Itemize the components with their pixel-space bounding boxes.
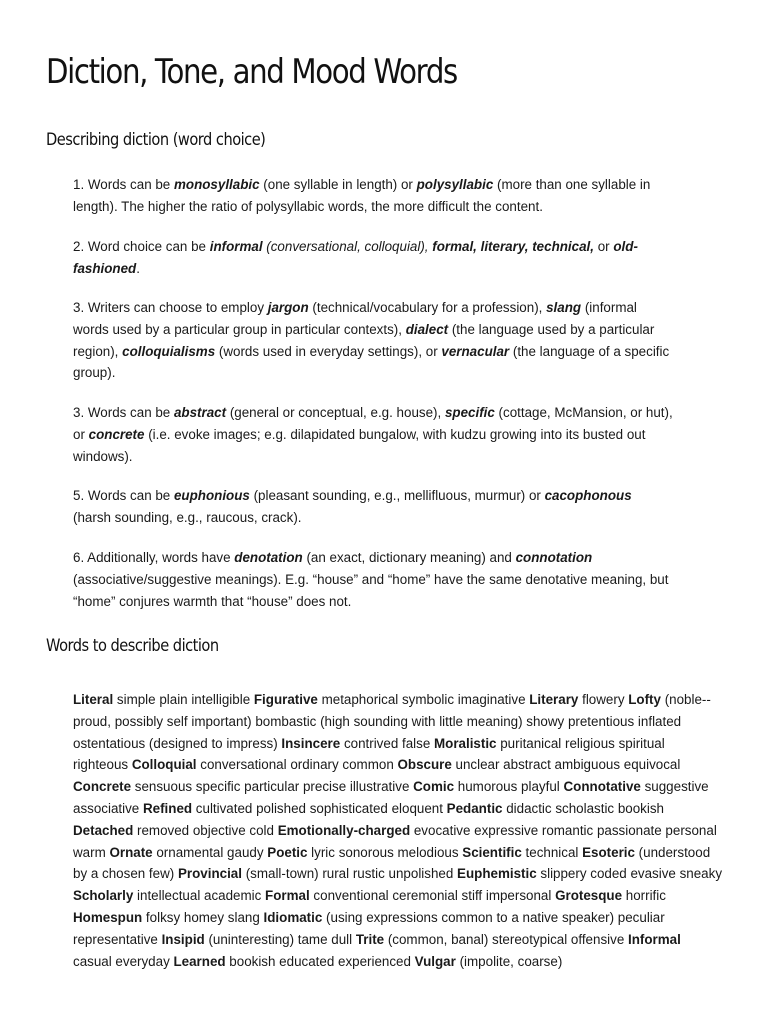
term: Trite [355, 931, 385, 947]
text-run: (informal words used by a particular group in particular contexts), [73, 300, 637, 337]
text-run: (understood by a chosen few) [73, 844, 711, 882]
text-run: sensuous specific particular precise illustrative [131, 779, 414, 795]
text-run: (uninteresting) tame dull [204, 931, 356, 947]
text-run: folksy homey slang [142, 909, 264, 925]
text-run: conventional ceremonial stiff impersonal [309, 888, 556, 904]
text-run: flowery [578, 692, 629, 707]
section-heading-words-to-describe-diction: Words to describe diction [46, 636, 219, 656]
text-run: evocative expressive romantic passionate personal warm [73, 822, 717, 860]
term: Colloquial [131, 757, 197, 773]
term: Scholarly [73, 888, 134, 904]
text-run: lyric sonorous melodious [307, 844, 463, 860]
text-run: didactic scholastic bookish [502, 800, 664, 816]
term: formal, literary, technical, [432, 239, 594, 254]
term: Ornate [109, 844, 153, 860]
term: concrete [88, 426, 145, 442]
list-item [73, 297, 673, 384]
text-run: contrived false [340, 735, 434, 751]
text-run: (an exact, dictionary meaning) and [302, 550, 516, 565]
text-run: . [136, 260, 140, 276]
text-run: (conversational, colloquial), [262, 239, 433, 254]
text-run: bookish educated experienced [225, 953, 415, 969]
text-run: (small-town) rural rustic unpolished [241, 866, 458, 882]
term: Detached [73, 822, 134, 838]
text-run: or [594, 239, 614, 254]
term: dialect [405, 321, 449, 337]
term: Insipid [161, 931, 205, 947]
term: Grotesque [555, 888, 623, 904]
term: informal [209, 239, 263, 254]
term: euphonious [173, 488, 250, 503]
term: Moralistic [434, 735, 497, 751]
text-run: 3. Words can be [73, 405, 174, 420]
term: abstract [173, 405, 227, 420]
list-item [73, 485, 673, 529]
term: old-fashioned [73, 239, 638, 276]
term: Literary [529, 692, 579, 707]
list-item [73, 236, 673, 280]
term: Literal [73, 692, 114, 707]
text-run: (more than one syllable in length). The higher the ratio of polysyllabic words, the more difficult the content. [73, 177, 651, 214]
term: Emotionally-charged [277, 822, 411, 838]
text-run: (i.e. evoke images; e.g. dilapidated bungalow, with kudzu growing into its busted out windows). [73, 426, 646, 464]
term: Refined [142, 800, 193, 816]
term: Provincial [177, 866, 242, 882]
text-run: (impolite, coarse) [455, 953, 563, 969]
text-run: (using expressions common to a native speaker) peculiar representative [73, 909, 665, 947]
term: Poetic [267, 844, 308, 860]
page-title: Diction, Tone, and Mood Words [46, 52, 457, 92]
text-run: (one syllable in length) or [259, 177, 417, 192]
text-run: removed objective cold [133, 822, 278, 838]
text-run: suggestive associative [73, 779, 709, 816]
text-run: (the language of a specific group). [73, 343, 670, 381]
text-run: 6. Additionally, words have [73, 550, 235, 565]
text-run: horrific [622, 888, 666, 904]
term: Concrete [73, 779, 132, 795]
text-run: (words used in everyday settings), or [215, 343, 442, 359]
text-run: (common, banal) stereotypical offensive [384, 931, 628, 947]
text-run: 2. Word choice can be [73, 239, 210, 254]
list-item [73, 402, 673, 467]
term: Formal [265, 888, 310, 904]
text-run: slippery coded evasive sneaky [536, 866, 723, 882]
text-run: (noble--proud, possibly self important) bombastic (high sounding with little meaning) showy pretentious inflated ostentatious (designed to impress) [73, 692, 711, 751]
term: Homespun [73, 909, 143, 925]
term: Figurative [253, 692, 318, 707]
text-run: simple plain intelligible [113, 692, 254, 707]
term: Pedantic [446, 800, 503, 816]
term: Comic [413, 779, 455, 795]
term: Lofty [628, 692, 661, 707]
text-run: intellectual academic [133, 888, 266, 904]
text-run: ornamental gaudy [152, 844, 268, 860]
term: vernacular [441, 343, 510, 359]
term: denotation [234, 550, 303, 565]
text-run: (harsh sounding, e.g., raucous, crack). [73, 509, 302, 525]
term: Obscure [397, 757, 452, 773]
text-run: (associative/suggestive meanings). E.g. “house” and “home” have the same denotative meaning, but “home” conjures warmth that “house” does not. [73, 571, 669, 609]
text-run: 3. Writers can choose to employ [73, 300, 268, 315]
text-run: 5. Words can be [73, 488, 174, 503]
term: jargon [267, 300, 309, 315]
text-run: unclear abstract ambiguous equivocal [451, 757, 681, 773]
text-run: conversational ordinary common [196, 757, 398, 773]
term: Esoteric [582, 844, 635, 860]
term: polysyllabic [416, 177, 494, 192]
text-run: metaphorical symbolic imaginative [317, 692, 530, 707]
term: Scientific [462, 844, 522, 860]
text-run: casual everyday [73, 953, 174, 969]
term: Vulgar [414, 953, 456, 969]
term: Euphemistic [457, 866, 537, 882]
term: slang [546, 300, 582, 315]
term: Informal [628, 931, 681, 947]
section-heading-describing-diction: Describing diction (word choice) [46, 130, 266, 150]
text-run: (technical/vocabulary for a profession), [308, 300, 547, 315]
term: Idiomatic [263, 909, 323, 925]
term: monosyllabic [173, 177, 260, 192]
text-run: (cottage, McMansion, or hut), or [73, 405, 673, 442]
text-run: humorous playful [454, 779, 564, 795]
term: Learned [173, 953, 226, 969]
term: Connotative [563, 779, 641, 795]
term: cacophonous [544, 488, 632, 503]
text-run: puritanical religious spiritual righteous [73, 735, 665, 773]
text-run: 1. Words can be [73, 177, 174, 192]
term: specific [444, 405, 495, 420]
text-run: (pleasant sounding, e.g., mellifluous, murmur) or [249, 488, 545, 503]
text-run: technical [521, 844, 583, 860]
text-run: cultivated polished sophisticated eloquent [192, 800, 447, 816]
text-run: (the language used by a particular region), [73, 321, 655, 359]
term: colloquialisms [122, 343, 216, 359]
term: Insincere [281, 735, 341, 751]
list-item [73, 174, 673, 218]
list-item [73, 547, 673, 612]
term: connotation [515, 550, 593, 565]
diction-word-list [73, 689, 723, 972]
text-run: (general or conceptual, e.g. house), [226, 405, 445, 420]
